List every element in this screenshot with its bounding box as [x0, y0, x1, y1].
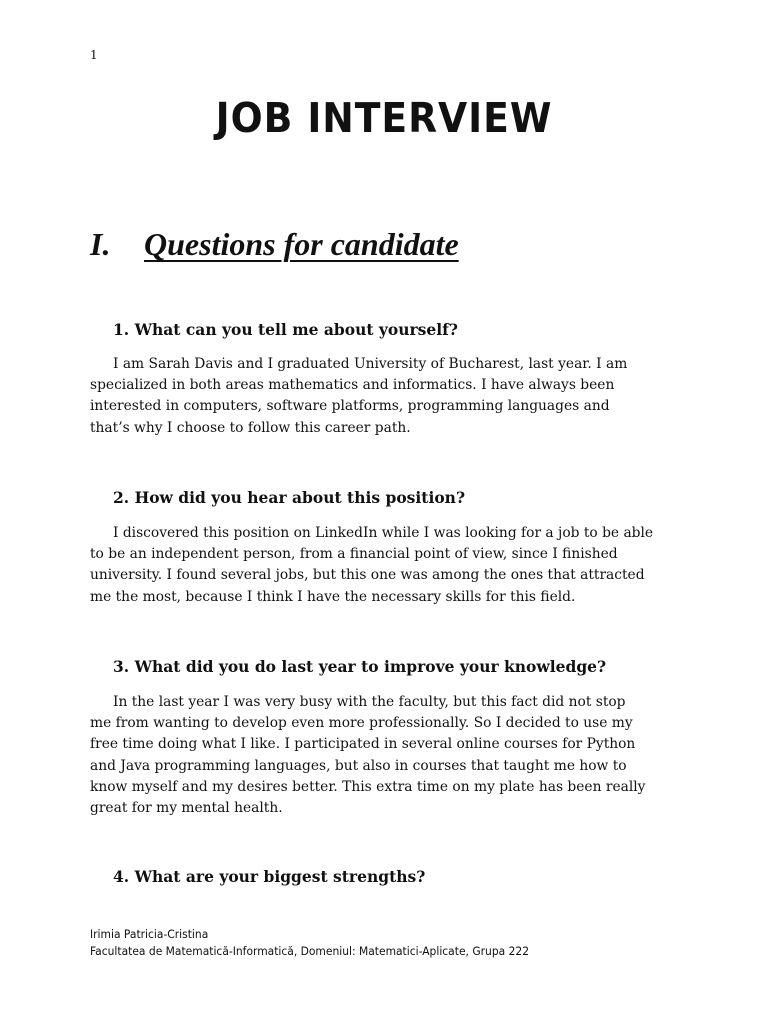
- section-title: Questions for candidate: [144, 226, 459, 262]
- answer-3: [90, 692, 690, 819]
- answer-line: and Java programming languages, but also in courses that taught me how to: [90, 757, 627, 774]
- answer-line: I am Sarah Davis and I graduated University of Bucharest, last year. I am: [113, 356, 628, 372]
- answer-line: university. I found several jobs, but this one was among the ones that attracted: [90, 567, 645, 584]
- footer-author: Irimia Patricia-Cristina: [90, 927, 209, 941]
- answer-1: [90, 354, 690, 439]
- page-footer: [90, 926, 529, 960]
- answer-2: [90, 523, 690, 608]
- question-3: 3. What did you do last year to improve your knowledge?: [113, 657, 607, 676]
- document-title: JOB INTERVIEW: [215, 94, 553, 142]
- answer-line: me the most, because I think I have the necessary skills for this field.: [90, 588, 576, 605]
- answer-line: free time doing what I like. I participated in several online courses for Python: [90, 736, 636, 753]
- section-heading: [90, 226, 459, 263]
- question-1: 1. What can you tell me about yourself?: [113, 320, 458, 339]
- answer-line: I discovered this position on LinkedIn while I was looking for a job to be able: [113, 525, 654, 541]
- answer-line: In the last year I was very busy with the faculty, but this fact did not stop: [113, 694, 626, 710]
- answer-line: specialized in both areas mathematics and informatics. I have always been: [90, 377, 615, 394]
- answer-line: know myself and my desires better. This extra time on my plate has been really: [90, 778, 646, 795]
- page-number: 1: [90, 48, 98, 62]
- answer-line: great for my mental health.: [90, 800, 283, 817]
- footer-affiliation: Facultatea de Matematică-Informatică, Domeniul: Matematici-Aplicate, Grupa 222: [90, 944, 530, 958]
- answer-line: me from wanting to develop even more professionally. So I decided to use my: [90, 715, 633, 732]
- question-2: 2. How did you hear about this position?: [113, 488, 466, 507]
- question-4: 4. What are your biggest strengths?: [113, 867, 426, 886]
- section-number: I.: [90, 226, 111, 262]
- answer-line: that’s why I choose to follow this career path.: [90, 419, 411, 436]
- answer-line: to be an independent person, from a financial point of view, since I finished: [90, 546, 618, 563]
- answer-line: interested in computers, software platforms, programming languages and: [90, 398, 610, 415]
